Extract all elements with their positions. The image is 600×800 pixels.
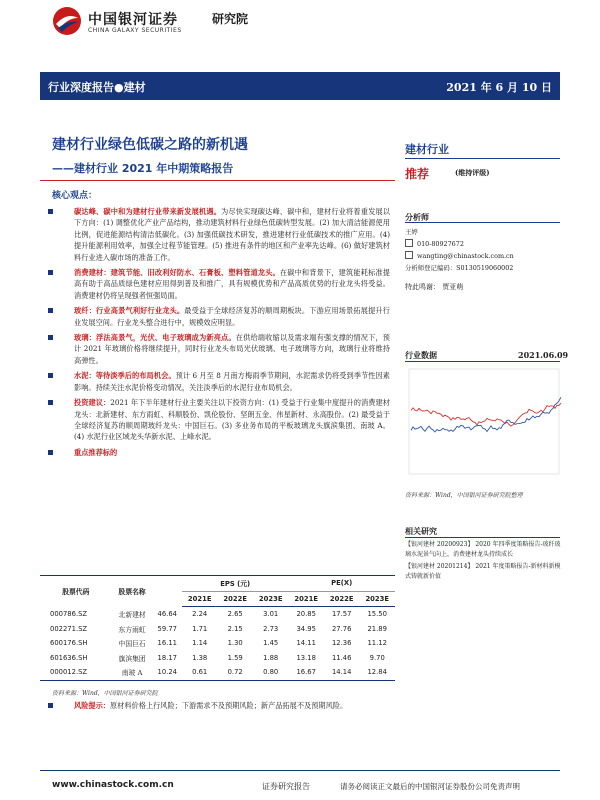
- brand-logo: [52, 6, 252, 36]
- table-cell: 600176.SH: [50, 639, 88, 648]
- list-item: 水泥：等待淡季后的布局机会。预计 6 月至 8 月南方梅雨季节期间，水泥需求仍将受到季节性因素影响。持续关注水泥价格变动情况，关注淡季后的水泥行业布局机会。: [40, 370, 390, 393]
- table-cell: 17.57: [331, 610, 352, 619]
- table-cell: 3.01: [263, 610, 279, 619]
- table-cell: 东方雨虹: [118, 625, 146, 634]
- list-item: 消费建材：建筑节能、旧改利好防水、石膏板、塑料管道龙头。在碳中和背景下，建筑能耗标准提高有助于高品质绿色建材应用得到普及和推广，具有规模优势和产品高质优势的行业龙头将受益。消费建材仍将呈现强者恒强局面。: [40, 267, 390, 301]
- table-cell: 10.24: [153, 665, 182, 680]
- table-cell: 0.72: [217, 665, 253, 680]
- table-cell: 0.80: [253, 665, 289, 680]
- market-chart: [405, 363, 565, 483]
- analyst-info: [405, 226, 514, 274]
- table-cell: 601636.SH: [50, 653, 88, 662]
- table-cell: 11.12: [367, 639, 387, 648]
- report-date: 2021 年 6 月 10 日: [446, 81, 552, 94]
- table-source: 资料来源：Wind，中国银河证券研究院: [52, 690, 158, 697]
- table-cell: 1.14: [192, 639, 208, 648]
- series-b: [411, 397, 561, 432]
- table-cell: 21.89: [367, 624, 387, 633]
- bullet-square-icon: [48, 703, 53, 708]
- table-row: [40, 665, 395, 680]
- list-item: 玻璃：浮法高景气，光伏、电子玻璃成为新亮点。在供给端收缩以及需求端有强支撑的情况下，预计 2021 年玻璃价格将继续提升，同时行业龙头布局光伏玻璃、电子玻璃等方向，玻璃行业将维持高弹性。: [40, 332, 390, 366]
- table-cell: 18.17: [157, 653, 177, 662]
- table-cell: 1.30: [227, 639, 243, 648]
- report-type: 行业深度报告●建材: [48, 81, 146, 94]
- col-sub-year: 2022E: [324, 591, 360, 607]
- bullet-square-icon: [48, 400, 53, 405]
- market-source: 资料来源：Wind，中国银河证券研究院整理: [405, 492, 523, 499]
- analyst-name: 王婷: [405, 228, 418, 236]
- core-views-list: [40, 206, 390, 462]
- table-row: [40, 651, 395, 666]
- col-sub-year: 2021E: [182, 591, 218, 607]
- table-cell: 南玻 A: [112, 665, 153, 680]
- contributors: 特此鸣谢： 贾亚萌: [405, 283, 464, 291]
- col-pe: PE(X): [288, 576, 395, 592]
- table-cell: 1.45: [263, 639, 279, 648]
- col-price: [153, 576, 182, 607]
- rating-note: (维持评级): [455, 168, 490, 177]
- table-row: [40, 636, 395, 651]
- table-cell: 北新建材: [118, 611, 146, 619]
- galaxy-logo-icon: [52, 6, 82, 36]
- bullet-square-icon: [48, 270, 53, 275]
- list-item: 风险提示：原材料价格上行风险；下游需求不及预期风险；新产品拓展不及预期风险。: [40, 700, 395, 711]
- table-cell: 000012.SZ: [40, 665, 112, 680]
- footer-divider: [40, 770, 560, 771]
- analyst-email-row: [405, 250, 514, 262]
- sidebar-industry: 建材行业: [405, 143, 449, 156]
- email-icon: [405, 251, 413, 259]
- bullet-square-icon: [48, 450, 53, 455]
- col-eps: EPS (元): [182, 576, 289, 592]
- table-cell: 0.61: [182, 665, 218, 680]
- analyst-phone-row: [405, 238, 514, 250]
- title-divider: [40, 180, 395, 181]
- market-data-date: 2021.06.09: [518, 350, 569, 360]
- list-item: 投资建议：2021 年下半年建材行业主要关注以下投资方向：(1) 受益于行业集中度提升的消费建材龙头：北新建材、东方雨虹、科顺股份、凯伦股份、坚朗五金、伟星新材、永高股份。(2) 最受益于全球经济复苏的顺周期玻纤龙头：中国巨石。(3) 多业务布局的平板玻璃龙头旗滨集团、南玻 A。(4) 水泥行业区域龙头华新水泥、上峰水泥。: [40, 397, 390, 443]
- bullet-square-icon: [48, 373, 53, 378]
- table-cell: 旗滨集团: [118, 654, 146, 663]
- sidebar-divider: [405, 361, 560, 362]
- recommended-stocks-table: [40, 575, 395, 681]
- list-item: 玻纤：行业高景气利好行业龙头。最受益于全球经济复苏的顺周期板块。下游应用场景拓展提升行业发展空间。行业龙头整合进行中，规模效应明显。: [40, 305, 390, 328]
- col-stock-code: 股票代码: [40, 576, 112, 607]
- table-cell: 1.88: [263, 653, 279, 662]
- table-cell: 2.73: [263, 624, 279, 633]
- col-sub-year: 2023E: [253, 591, 289, 607]
- col-sub-year: 2021E: [288, 591, 324, 607]
- table-cell: 中国巨石: [118, 640, 146, 649]
- col-sub-year: 2022E: [217, 591, 253, 607]
- table-cell: 14.11: [296, 639, 316, 648]
- table-cell: 2.15: [227, 624, 243, 633]
- table-row: [40, 622, 395, 637]
- footer-label: 证券研究报告: [262, 782, 310, 791]
- table-cell: 34.95: [296, 624, 316, 633]
- table-cell: 59.77: [157, 624, 177, 633]
- table-cell: 1.59: [227, 653, 243, 662]
- core-views-heading: 核心观点：: [52, 191, 98, 201]
- company-name-en: CHINA GALAXY SECURITIES: [88, 27, 182, 34]
- table-title: 重点推荐标的: [40, 447, 390, 458]
- analyst-heading: 分析师: [405, 212, 429, 222]
- table-cell: 20.85: [296, 610, 316, 619]
- table-cell: 002271.SZ: [50, 624, 88, 633]
- col-sub-year: 2023E: [359, 591, 395, 607]
- institute-name: 研究院: [212, 12, 249, 26]
- list-item: 碳达峰、碳中和为建材行业带来新发展机遇。为尽快实现碳达峰、碳中和，建材行业将着重发展以下方向：(1) 调整优化产业产品结构，推动建筑材料行业绿色低碳转型发展。(2) 加大清洁能源使用比例，促进能源结构清洁低碳化。(3) 加强低碳技术研发，推进建材行业低碳技术的推广应用。(4) 提升能源利用效率，加强全过程节能管理。(5) 推进有条件的地区和产业率先达峰。(6) 做好建筑材料行业进入碳市场的准备工作。: [40, 206, 390, 263]
- table-cell: 14.14: [324, 665, 360, 680]
- related-research-heading: 相关研究: [405, 526, 437, 536]
- table-cell: 1.71: [192, 624, 208, 633]
- series-a: [411, 403, 561, 426]
- phone-icon: [405, 239, 413, 247]
- analyst-cert: 分析师登记编码：S0130519060002: [405, 264, 514, 272]
- footer-disclaimer: 请务必阅读正文最后的中国银河证券股份公司免责声明: [340, 782, 520, 791]
- analyst-phone: 010-80927672: [417, 240, 464, 248]
- report-subtitle: ——建材行业 2021 年中期策略报告: [52, 162, 234, 175]
- rating-badge: 推荐: [405, 167, 430, 181]
- table-cell: 16.11: [157, 639, 177, 648]
- table-cell: 12.84: [359, 665, 395, 680]
- related-research-list: [405, 540, 565, 584]
- bullet-square-icon: [48, 335, 53, 340]
- table-cell: 11.46: [331, 653, 352, 662]
- report-type-bar: [40, 72, 560, 100]
- report-title: 建材行业绿色低碳之路的新机遇: [52, 137, 248, 153]
- table-cell: 2.65: [227, 610, 243, 619]
- table-cell: 9.70: [369, 653, 385, 662]
- footer-url[interactable]: www.chinastock.com.cn: [52, 780, 174, 790]
- table-cell: 27.76: [331, 624, 352, 633]
- bullet-square-icon: [48, 308, 53, 313]
- analyst-email[interactable]: wangting@chinastock.com.cn: [417, 252, 514, 260]
- sidebar-divider: [405, 222, 560, 223]
- market-data-heading: 行业数据: [405, 350, 437, 360]
- related-item[interactable]: 【银河建材 20201214】 2021 年度策略报告-新材料新模式铸就新价值: [405, 563, 561, 580]
- sidebar-divider: [405, 158, 560, 159]
- related-item[interactable]: 【银河建材 20200923】 2020 年四季度策略报告-玻纤玻璃水泥景气向上，消费建材龙头持续成长: [405, 541, 561, 558]
- risk-warning: [40, 700, 395, 715]
- table-cell: 12.36: [331, 639, 352, 648]
- table-cell: 16.67: [288, 665, 324, 680]
- bullet-square-icon: [48, 209, 53, 214]
- table-cell: 46.64: [157, 610, 177, 618]
- table-cell: 15.50: [367, 610, 387, 619]
- sidebar-divider: [405, 537, 560, 538]
- table-cell: 1.38: [192, 653, 208, 662]
- table-cell: 000786.SZ: [50, 610, 88, 618]
- col-stock-name: 股票名称: [112, 576, 153, 607]
- table-row: [40, 607, 395, 622]
- table-cell: 2.24: [192, 610, 208, 619]
- table-cell: 13.18: [296, 653, 316, 662]
- company-name-cn: 中国银河证券: [88, 12, 178, 28]
